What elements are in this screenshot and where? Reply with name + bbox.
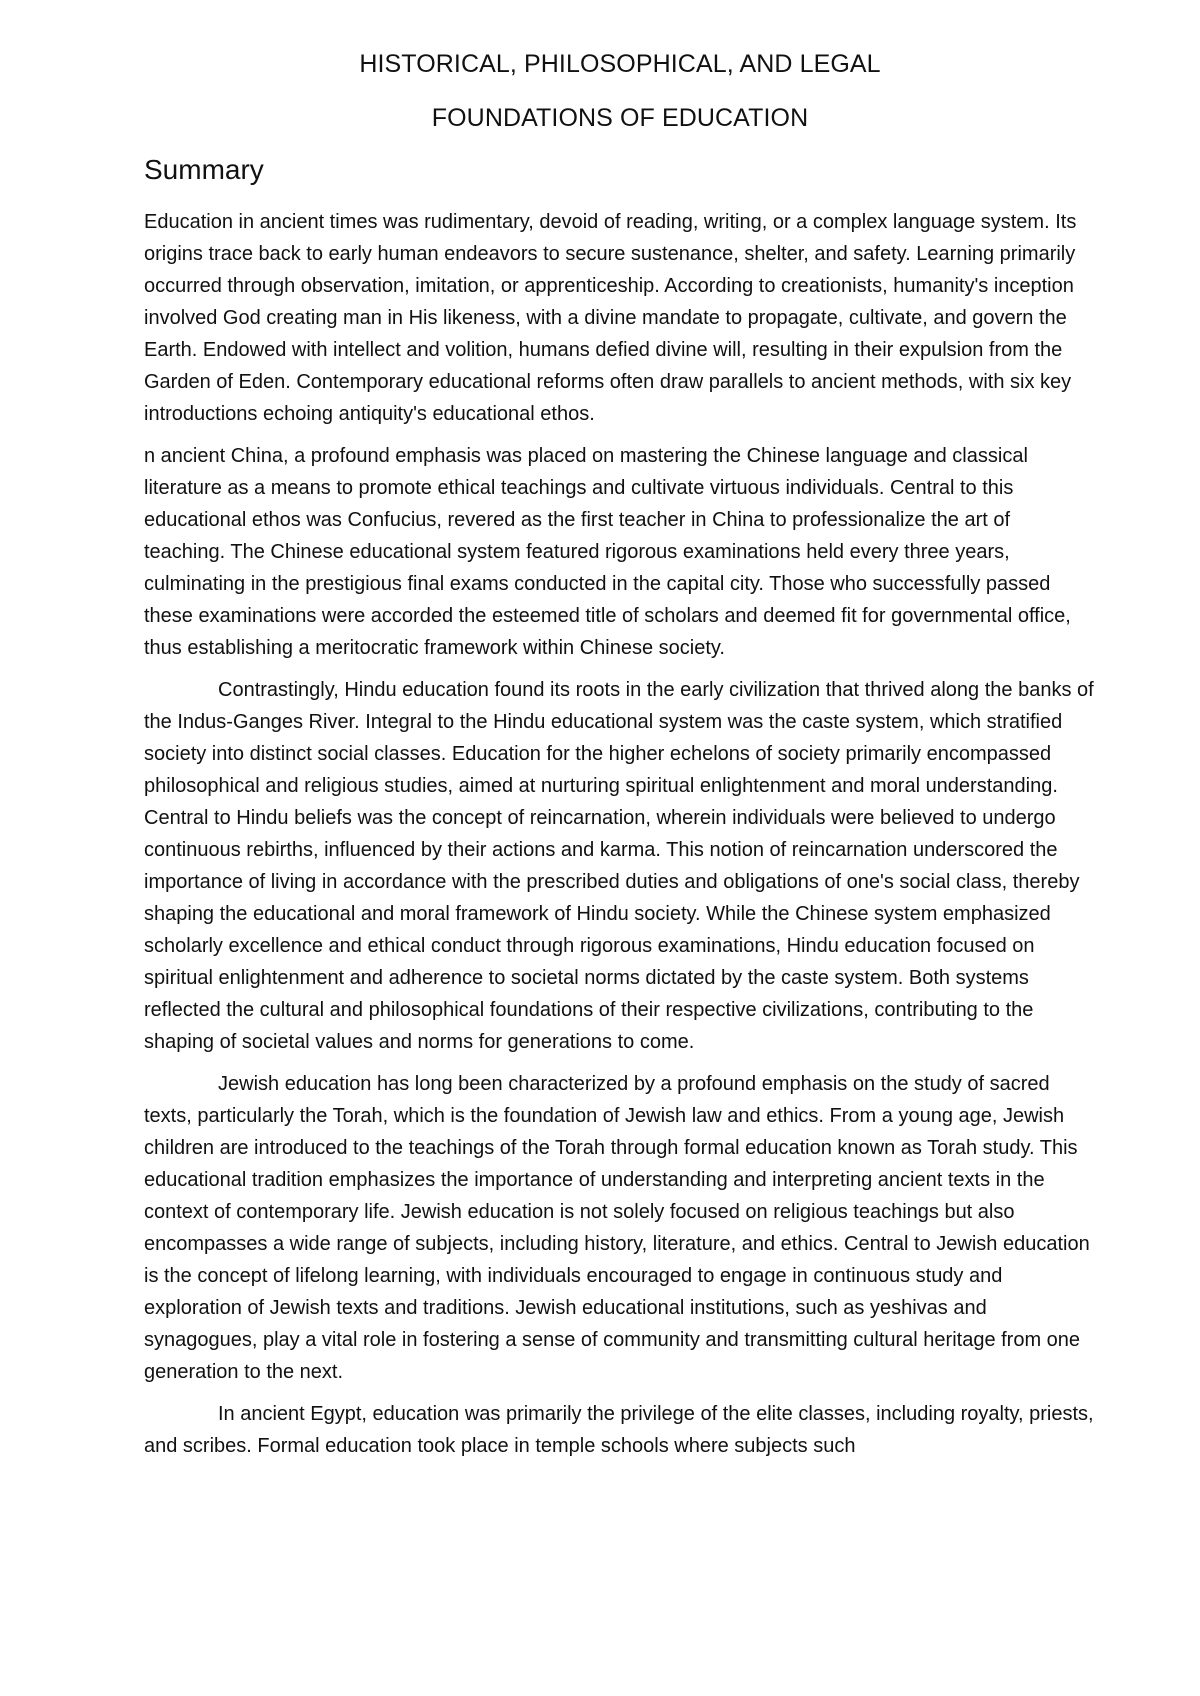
paragraph-jewish-education: Jewish education has long been characterized by a profound emphasis on the study of sacred texts, particularly the Torah, which is the foundation of Jewish law and ethics. From a young age, Jewish children are introduced to the teachings of the Torah through formal education known as Torah study. This educational tradition emphasizes the importance of understanding and interpreting ancient texts in the context of contemporary life. Jewish education is not solely focused on religious teachings but also encompasses a wide range of subjects, including history, literature, and ethics. Central to Jewish education is the concept of lifelong learning, with individuals encouraged to engage in continuous study and exploration of Jewish texts and traditions. Jewish educational institutions, such as yeshivas and synagogues, play a vital role in fostering a sense of community and transmitting cultural heritage from one generation to the next. — [144, 1073, 1090, 1383]
document-title-line-1: HISTORICAL, PHILOSOPHICAL, AND LEGAL — [359, 50, 881, 78]
document-title-line-2: FOUNDATIONS OF EDUCATION — [431, 104, 809, 132]
paragraph-ancient-education: Education in ancient times was rudimentary, devoid of reading, writing, or a complex language system. Its origins trace back to early human endeavors to secure sustenance, shelter, and safety. Learning primarily occurred through observation, imitation, or apprenticeship. According to creationists, humanity's inception involved God creating man in His likeness, with a divine mandate to propagate, cultivate, and govern the Earth. Endowed with intellect and volition, humans defied divine will, resulting in their expulsion from the Garden of Eden. Contemporary educational reforms often draw parallels to ancient methods, with six key introductions echoing antiquity's educational ethos. — [144, 211, 1077, 425]
paragraph-hindu-education: Contrastingly, Hindu education found its roots in the early civilization that thrived along the banks of the Indus-Ganges River. Integral to the Hindu educational system was the caste system, which stratified society into distinct social classes. Education for the higher echelons of society primarily encompassed philosophical and religious studies, aimed at nurturing spiritual enlightenment and moral understanding. Central to Hindu beliefs was the concept of reincarnation, wherein individuals were believed to undergo continuous rebirths, influenced by their actions and karma. This notion of reincarnation underscored the importance of living in accordance with the prescribed duties and obligations of one's social class, thereby shaping the educational and moral framework of Hindu society. While the Chinese system emphasized scholarly excellence and ethical conduct through rigorous examinations, Hindu education focused on spiritual enlightenment and adherence to societal norms dictated by the caste system. Both systems reflected the cultural and philosophical foundations of their respective civilizations, contributing to the shaping of societal values and norms for generations to come. — [144, 679, 1094, 1053]
paragraph-ancient-egypt: In ancient Egypt, education was primarily the privilege of the elite classes, including royalty, priests, and scribes. Formal education took place in temple schools where subjects such — [144, 1403, 1094, 1457]
paragraph-ancient-china: n ancient China, a profound emphasis was placed on mastering the Chinese language and classical literature as a means to promote ethical teachings and cultivate virtuous individuals. Central to this educational ethos was Confucius, revered as the first teacher in China to professionalize the art of teaching. The Chinese educational system featured rigorous examinations held every three years, culminating in the prestigious final exams conducted in the capital city. Those who successfully passed these examinations were accorded the esteemed title of scholars and deemed fit for governmental office, thus establishing a meritocratic framework within Chinese society. — [144, 445, 1071, 659]
section-heading: Summary — [144, 154, 264, 185]
